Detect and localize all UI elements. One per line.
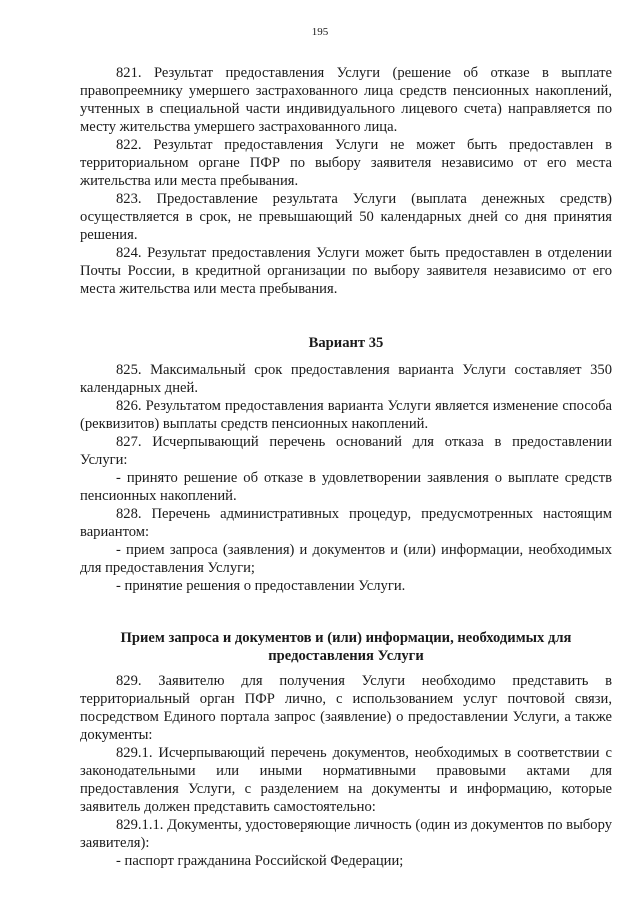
- page-number: 195: [311, 26, 329, 38]
- paragraph-827: 827. Исчерпывающий перечень оснований для отказа в предоставлении Услуги:: [80, 434, 612, 468]
- paragraph-826: 826. Результатом предоставления варианта Услуги является изменение способа (реквизитов) выплаты средств пенсионных накоплений.: [80, 398, 612, 432]
- list-item-refusal-ground: - принято решение об отказе в удовлетворении заявления о выплате средств пенсионных накоплений.: [80, 470, 612, 504]
- document-body: [80, 64, 612, 870]
- paragraph-829-1: 829.1. Исчерпывающий перечень документов, необходимых в соответствии с законодательными или иными нормативными правовыми актами для предоставления Услуги, с разделением на документы и информацию, которые заявитель должен представить самостоятельно:: [80, 745, 612, 815]
- paragraph-829: 829. Заявителю для получения Услуги необходимо представить в территориальный орган ПФР лично, с использованием услуг почтовой связи, посредством Единого портала запрос (заявление) о предоставлении Услуги, а также документы:: [80, 673, 612, 743]
- section-heading: Прием запроса и документов и (или) информации, необходимых для предоставления Услуги: [120, 630, 572, 664]
- paragraph-822: 822. Результат предоставления Услуги не может быть предоставлен в территориальном органе ПФР по выбору заявителя независимо от его места жительства или места пребывания.: [80, 137, 612, 189]
- paragraph-823: 823. Предоставление результата Услуги (выплата денежных средств) осуществляется в срок, не превышающий 50 календарных дней со дня принятия решения.: [80, 191, 612, 243]
- variant-heading: Вариант 35: [308, 335, 384, 351]
- paragraph-829-1-1: 829.1.1. Документы, удостоверяющие личность (один из документов по выбору заявителя):: [80, 817, 612, 851]
- list-item-procedure-1: - прием запроса (заявления) и документов и (или) информации, необходимых для предоставления Услуги;: [80, 542, 612, 576]
- list-item-passport: - паспорт гражданина Российской Федерации;: [116, 853, 404, 869]
- list-item-procedure-2: - принятие решения о предоставлении Услуги.: [116, 578, 406, 594]
- paragraph-821: 821. Результат предоставления Услуги (решение об отказе в выплате правопреемнику умершего застрахованного лица средств пенсионных накоплений, учтенных в специальной части индивидуального лицевого счета) направляется по месту жительства умершего застрахованного лица.: [80, 65, 612, 135]
- paragraph-828: 828. Перечень административных процедур, предусмотренных настоящим вариантом:: [80, 506, 612, 540]
- paragraph-825: 825. Максимальный срок предоставления варианта Услуги составляет 350 календарных дней.: [80, 362, 612, 396]
- paragraph-824: 824. Результат предоставления Услуги может быть предоставлен в отделении Почты России, в кредитной организации по выбору заявителя независимо от его места жительства или места пребывания.: [80, 245, 612, 297]
